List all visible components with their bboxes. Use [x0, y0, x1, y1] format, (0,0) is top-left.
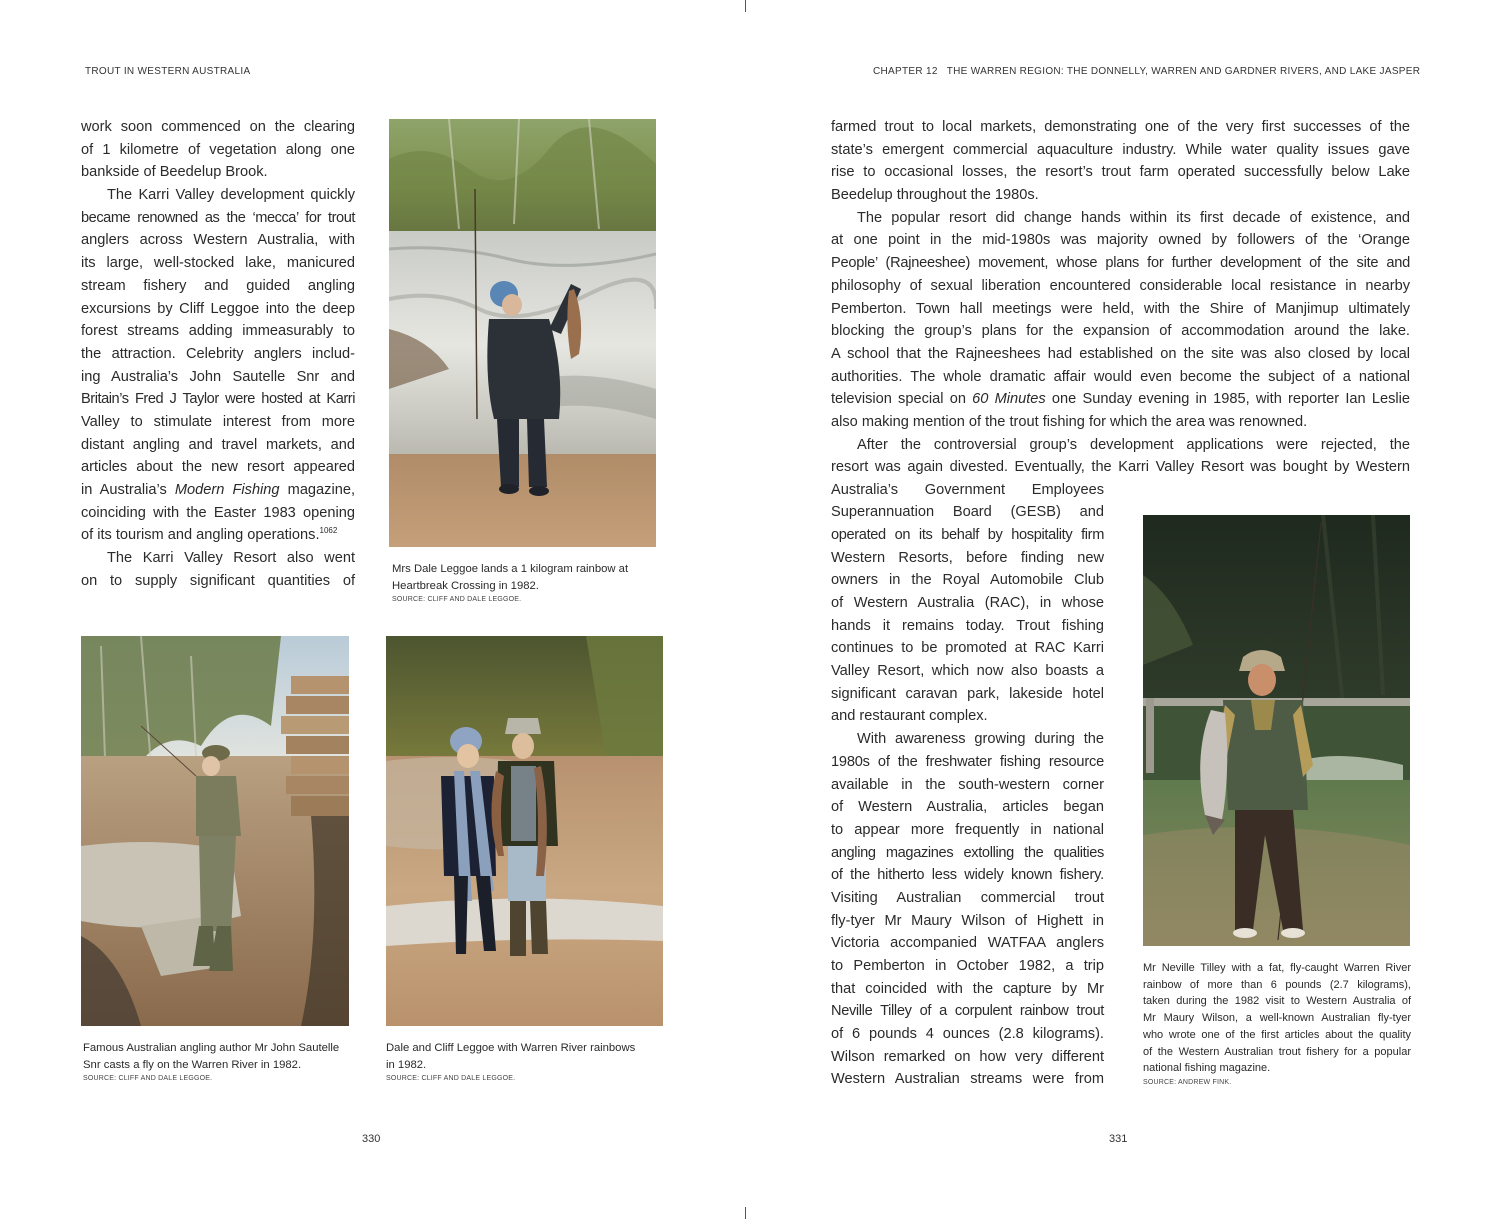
text-line: owners in the Royal Automobile Club [831, 572, 1104, 589]
right-body-text-narrow [831, 479, 1104, 1092]
text-line: anglers across Western Australia, with [81, 232, 355, 249]
photo-source-credit: SOURCE: CLIFF AND DALE LEGGOE. [83, 1075, 213, 1083]
caption-line: Heartbreak Crossing in 1982. [392, 579, 539, 592]
caption-line: Mr Neville Tilley with a fat, fly-caught Warren River [1143, 962, 1411, 974]
text-line: blocking the group’s plans for the expansion of accommodation around the lake. [831, 323, 1410, 340]
text-run: television special on [831, 391, 973, 408]
text-line: of 6 pounds 4 ounces (2.8 kilograms). [831, 1026, 1104, 1043]
caption-line: Famous Australian angling author Mr John Sautelle [83, 1042, 340, 1054]
text-line: philosophy of sexual liberation encountered considerable local resistance in nearby [831, 277, 1410, 294]
text-line: Valley Resort, which now also boasts a [831, 663, 1104, 680]
running-head-right: CHAPTER 12 THE WARREN REGION: THE DONNELLY, WARREN AND GARDNER RIVERS, AND LAKE JASPER [873, 66, 1421, 77]
text-line [81, 524, 355, 547]
text-line: coinciding with the Easter 1983 opening [81, 504, 355, 521]
photo-source-credit: SOURCE: CLIFF AND DALE LEGGOE. [386, 1075, 516, 1083]
text-line: excursions by Cliff Leggoe into the deep [81, 300, 355, 317]
text-line: to appear more frequently in national [831, 821, 1104, 838]
running-head-left: TROUT IN WESTERN AUSTRALIA [85, 66, 251, 77]
text-line: Pemberton. Town hall meetings were held, with the Shire of Manjimup ultimately [831, 300, 1410, 317]
text-line: the attraction. Celebrity anglers includ- [81, 345, 355, 362]
text-line: operated on its behalf by hospitality firm [831, 526, 1104, 543]
caption-line: of the Western Australian trout fishery for a popular [1143, 1045, 1411, 1058]
text-line: of 1 kilometre of vegetation along one [81, 141, 355, 158]
caption-line: in 1982. [386, 1058, 427, 1071]
crop-mark-bottom [745, 1207, 746, 1219]
text-run: one Sunday evening in 1985, with reporter Ian Leslie [1045, 391, 1410, 408]
text-line: Wilson remarked on how very different [831, 1048, 1104, 1065]
text-line: its large, well-stocked lake, manicured [81, 255, 355, 272]
text-line: of Western Australia, articles began [831, 799, 1104, 816]
text-line: forest streams adding immeasurably to [81, 323, 355, 340]
caption-line: taken during the 1982 visit to Western Australia of [1143, 995, 1411, 1008]
text-line: hands it remains today. Trout fishing [831, 617, 1104, 634]
photo-source-credit: SOURCE: CLIFF AND DALE LEGGOE. [392, 596, 522, 604]
caption-line: national fishing magazine. [1143, 1062, 1271, 1075]
text-line: bankside of Beedelup Brook. [81, 164, 268, 181]
photo-couple-with-rainbows [386, 636, 663, 1026]
text-line: Australia’s Government Employees [831, 481, 1104, 498]
text-line: articles about the new resort appeared [81, 459, 355, 476]
text-line: significant caravan park, lakeside hotel [831, 685, 1104, 702]
text-line: became renowned as the ‘mecca’ for trout [81, 209, 355, 226]
caption-line: Dale and Cliff Leggoe with Warren River rainbows [386, 1042, 636, 1054]
photo-man-with-rainbow-trout [1143, 515, 1410, 946]
photo-woman-with-trout-image [389, 119, 656, 547]
caption-line: Mrs Dale Leggoe lands a 1 kilogram rainbow at [392, 563, 629, 575]
text-run: in Australia’s [81, 482, 175, 498]
caption-line: who wrote one of the first articles about the quality [1143, 1028, 1411, 1041]
text-line: ing Australia’s John Sautelle Snr and [81, 368, 355, 385]
text-line: Western Resorts, before finding new [831, 549, 1104, 566]
photo-angler-casting-fly-image [81, 636, 349, 1026]
text-line: Superannuation Board (GESB) and [831, 504, 1104, 521]
text-line: Beedelup throughout the 1980s. [831, 187, 1039, 204]
caption-line: Mr Maury Wilson, a well-known Australian fly-tyer [1143, 1012, 1411, 1025]
text-line: to Pemberton in October 1982, a trip [831, 958, 1104, 975]
page-number-left: 330 [362, 1133, 381, 1145]
caption-line: rainbow of more than 6 pounds (2.7 kilograms), [1143, 978, 1411, 991]
photo-angler-casting-fly [81, 636, 349, 1026]
text-run: of its tourism and angling operations. [81, 527, 320, 544]
text-run: magazine, [279, 482, 355, 498]
tv-program-title: 60 Minutes [972, 391, 1046, 408]
text-line: The Karri Valley development quickly [107, 187, 355, 204]
text-line: 1980s of the freshwater fishing resource [831, 753, 1104, 770]
photo-woman-with-trout [389, 119, 656, 547]
text-line: angling magazines extolling the qualities [831, 844, 1104, 861]
text-line [81, 479, 355, 502]
page-number-right: 331 [1109, 1133, 1128, 1145]
text-line: fly-tyer Mr Maury Wilson of Highett in [831, 912, 1104, 929]
caption-woman-with-trout [392, 561, 662, 605]
text-line: of the hitherto less widely known fishery. [831, 867, 1104, 884]
text-line: Valley to stimulate interest from more [81, 413, 355, 430]
caption-line: Snr casts a fly on the Warren River in 1982. [83, 1058, 302, 1071]
text-line: The Karri Valley Resort also went [107, 550, 355, 567]
photo-source-credit: SOURCE: ANDREW FINK. [1143, 1078, 1232, 1086]
text-line: The popular resort did change hands within its first decade of existence, and [857, 209, 1410, 226]
caption-angler-casting-fly [83, 1040, 358, 1084]
text-line: that coincided with the capture by Mr [831, 980, 1104, 997]
text-line: of Western Australia (RAC), in whose [831, 595, 1104, 612]
text-line: state’s emergent commercial aquaculture industry. While water quality issues gave [831, 141, 1410, 158]
text-line: authorities. The whole dramatic affair would even become the subject of a national [831, 368, 1410, 385]
text-line: farmed trout to local markets, demonstrating one of the very first successes of the [831, 119, 1410, 135]
text-line: and restaurant complex. [831, 708, 988, 725]
magazine-title: Modern Fishing [174, 482, 280, 498]
text-line: Victoria accompanied WATFAA anglers [831, 935, 1104, 952]
text-line: continues to be promoted at RAC Karri [831, 640, 1104, 657]
photo-man-with-rainbow-trout-image [1143, 515, 1410, 946]
crop-mark-top [745, 0, 746, 12]
left-body-text [81, 116, 355, 592]
text-line: stream fishery and guided angling [81, 277, 355, 294]
text-line: After the controversial group’s development applications were rejected, the [857, 436, 1410, 453]
text-line: distant angling and travel markets, and [81, 436, 355, 453]
text-line: Britain’s Fred J Taylor were hosted at Karri [81, 391, 355, 408]
text-line: work soon commenced on the clearing [81, 119, 355, 135]
text-line: available in the south-western corner [831, 776, 1104, 793]
text-line: With awareness growing during the [857, 731, 1104, 748]
text-line [831, 388, 1410, 411]
text-line: Neville Tilley of a corpulent rainbow trout [831, 1003, 1104, 1020]
text-line: at one point in the mid-1980s was majority owned by followers of the ‘Orange [831, 232, 1410, 249]
text-line: Visiting Australian commercial trout [831, 889, 1104, 906]
caption-man-with-rainbow-trout [1143, 960, 1411, 1088]
footnote-ref[interactable]: 1062 [319, 526, 338, 536]
text-line: on to supply significant quantities of [81, 572, 355, 589]
right-body-text-wide [831, 116, 1410, 479]
text-line: A school that the Rajneeshees had established on the site was also closed by local [831, 345, 1410, 362]
photo-couple-with-rainbows-image [386, 636, 663, 1026]
text-line: also making mention of the trout fishing for which the area was renowned. [831, 413, 1308, 430]
text-line: People’ (Rajneeshee) movement, whose plans for further development of the site and [831, 255, 1410, 272]
text-line: rise to occasional losses, the resort’s trout farm operated successfully below Lake [831, 164, 1410, 181]
text-line: resort was again divested. Eventually, the Karri Valley Resort was bought by Western [831, 459, 1410, 476]
caption-couple-with-rainbows [386, 1040, 666, 1084]
text-line: Western Australian streams were from [831, 1071, 1104, 1088]
